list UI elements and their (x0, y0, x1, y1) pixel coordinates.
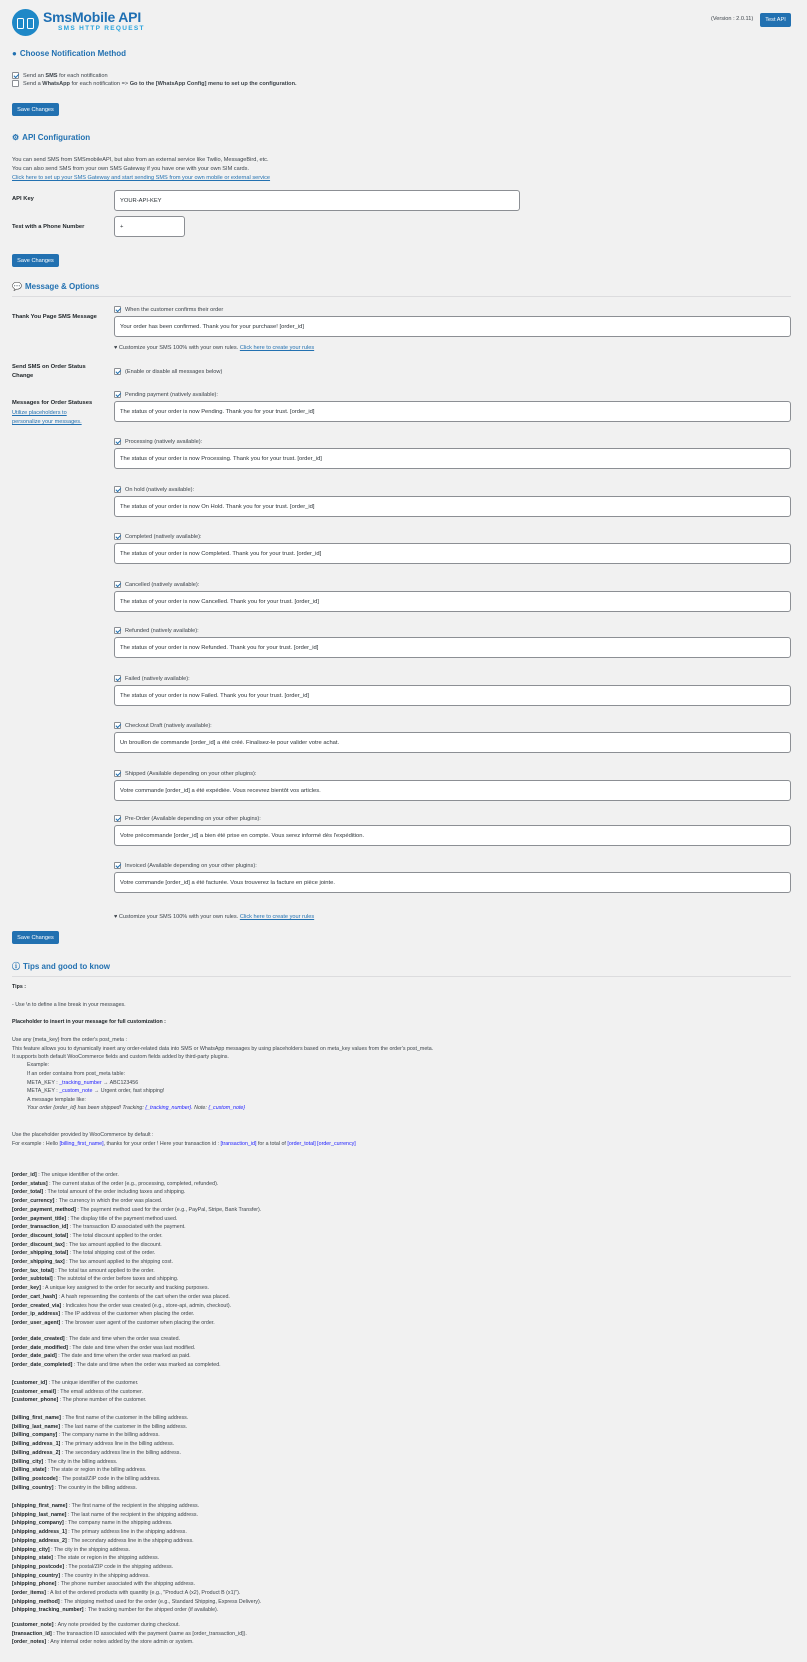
placeholder-row: [shipping_address_1] : The primary address line in the shipping address. (12, 1529, 187, 1536)
status-checkbox[interactable] (114, 722, 121, 729)
placeholder-row: [order_user_agent] : The browser user agent of the customer when placing the order. (12, 1319, 215, 1326)
api-info-line2: You can also send SMS from your own SMS Gateway if you have one with your own SIM cards. (12, 166, 250, 172)
status-checkbox[interactable] (114, 486, 121, 493)
divider (12, 976, 791, 977)
meta-desc-1: This feature allows you to dynamically insert any order-related data into SMS or WhatsApp messages by using placeholders based on meta_key values from the order's post_meta. (12, 1046, 434, 1052)
example-meta-2: META_KEY : _custom_note → Urgent order, fast shipping! (27, 1088, 165, 1094)
whatsapp-checkbox[interactable] (12, 80, 19, 87)
create-rules-link[interactable]: Click here to create your rules (239, 345, 315, 351)
placeholder-row: [order_notes] : Any internal order notes added by the store admin or system. (12, 1639, 194, 1646)
api-key-label: API Key (12, 196, 34, 202)
test-phone-input[interactable]: + (114, 216, 185, 237)
placeholder-row: [customer_note] : Any note provided by the customer during checkout. (12, 1622, 180, 1628)
status-label: Invoiced (Available depending on your other plugins): (125, 863, 257, 869)
status-checkbox[interactable] (114, 627, 121, 634)
customize-note-bottom: ♥ Customize your SMS 100% with your own rules. Click here to create your rules (114, 914, 315, 920)
status-message-input[interactable]: The status of your order is now On Hold. Thank you for your trust. [order_id] (114, 496, 791, 517)
status-message-input[interactable]: The status of your order is now Refunded. Thank you for your trust. [order_id] (114, 637, 791, 658)
enable-all-label: (Enable or disable all messages below) (125, 369, 223, 375)
status-message-input[interactable]: The status of your order is now Cancelled. Thank you for your trust. [order_id] (114, 591, 791, 612)
info-icon: ⓘ (12, 962, 20, 971)
placeholder-row: [order_key] : A unique key assigned to the order for security and tracking purposes. (12, 1285, 209, 1292)
placeholder-row: [billing_postcode] : The postal/ZIP code in the billing address. (12, 1475, 161, 1482)
status-label: Checkout Draft (natively available): (125, 723, 212, 729)
placeholder-row: [order_discount_tax] : The tax amount applied to the discount. (12, 1241, 162, 1248)
divider (12, 296, 791, 297)
placeholder-row: [shipping_postcode] : The postal/ZIP code in the shipping address. (12, 1563, 174, 1570)
status-label: Refunded (natively available): (125, 628, 199, 634)
placeholder-row: [shipping_tracking_number] : The tracking number for the shipped order (if available). (12, 1607, 219, 1614)
placeholder-row: [order_date_created] : The date and time when the order was created. (12, 1336, 181, 1342)
status-checkbox[interactable] (114, 391, 121, 398)
status-message-input[interactable]: Votre commande [order_id] a été facturée. Vous trouverez la facture en pièce jointe. (114, 872, 791, 893)
placeholder-row: [billing_first_name] : The first name of the customer in the billing address. (12, 1415, 189, 1421)
placeholder-row: [shipping_company] : The company name in the shipping address. (12, 1520, 173, 1527)
status-change-label: Send SMS on Order Status Change (12, 364, 86, 379)
placeholder-row: [order_status] : The current status of the order (e.g., processing, completed, refunded). (12, 1180, 219, 1187)
status-label: Processing (natively available): (125, 439, 203, 445)
placeholder-row: [order_cart_hash] : A hash representing the contents of the cart when the order was placed. (12, 1293, 230, 1300)
status-message-input[interactable]: The status of your order is now Pending. Thank you for your trust. [order_id] (114, 401, 791, 422)
gears-icon: ⚙ (12, 133, 20, 142)
api-section-title: ⚙ API Configuration (12, 133, 91, 142)
save-api-button[interactable]: Save Changes (12, 254, 59, 267)
status-checkbox[interactable] (114, 533, 121, 540)
status-message-input[interactable]: The status of your order is now Processing. Thank you for your trust. [order_id] (114, 448, 791, 469)
status-checkbox[interactable] (114, 438, 121, 445)
placeholder-row: [order_discount_total] : The total discount applied to the order. (12, 1232, 163, 1239)
example-line: If an order contains from post_meta table: (27, 1071, 126, 1077)
meta-desc-2: It supports both default WooCommerce fields and custom fields added by third-party plugins. (12, 1054, 229, 1060)
placeholder-row: [order_id] : The unique identifier of the order. (12, 1172, 119, 1178)
placeholder-row: [shipping_first_name] : The first name of the recipient in the shipping address. (12, 1503, 200, 1509)
example-meta-1: META_KEY : _tracking_number → ABC123456 (27, 1080, 139, 1086)
placeholder-row: [shipping_last_name] : The last name of the recipient in the shipping address. (12, 1511, 198, 1518)
example-label: Example: (27, 1062, 50, 1068)
placeholders-link[interactable]: Utilize placeholders to personalize your messages. (12, 410, 82, 425)
status-checkbox[interactable] (114, 815, 121, 822)
api-key-input[interactable]: YOUR-API-KEY (114, 190, 520, 211)
notification-section-title: ● Choose Notification Method (12, 49, 127, 58)
woo-example: For example : Hello [billing_first_name], thanks for your order ! Here your transaction id : [transaction_id] for a total of [order_total] [order_currency] (12, 1141, 356, 1147)
placeholder-row: [customer_id] : The unique identifier of the customer. (12, 1380, 139, 1386)
heart-icon: ♥ (114, 345, 118, 351)
example-template: Your order {order_id} has been shipped! Tracking: {_tracking_number}. Note: {_custom_note} (27, 1105, 246, 1111)
sms-gateway-link[interactable]: Click here to set up your SMS Gateway and start sending SMS from your own mobile or external service (12, 175, 271, 181)
example-template-label: A message template like: (27, 1097, 86, 1103)
placeholder-row: [billing_last_name] : The last name of the customer in the billing address. (12, 1423, 188, 1430)
placeholder-row: [customer_email] : The email address of the customer. (12, 1388, 143, 1395)
placeholder-row: [order_date_completed] : The date and time when the order was marked as completed. (12, 1362, 221, 1369)
status-checkbox[interactable] (114, 770, 121, 777)
placeholder-row: [order_currency] : The currency in which the order was placed. (12, 1198, 163, 1205)
sms-checkbox[interactable] (12, 72, 19, 79)
placeholder-row: [shipping_phone] : The phone number associated with the shipping address. (12, 1581, 196, 1588)
create-rules-link[interactable]: Click here to create your rules (239, 914, 315, 920)
heart-icon: ♥ (114, 914, 118, 920)
woo-title: Use the placeholder provided by WooCommerce by default : (12, 1132, 154, 1138)
placeholder-row: [order_tax_total] : The total tax amount applied to the order. (12, 1267, 155, 1274)
brand-subtitle: SMS HTTP REQUEST (58, 25, 145, 32)
placeholder-row: [shipping_address_2] : The secondary address line in the shipping address. (12, 1537, 194, 1544)
status-label: Completed (natively available): (125, 534, 202, 540)
customize-note-top: ♥ Customize your SMS 100% with your own rules. Click here to create your rules (114, 345, 315, 351)
placeholder-row: [order_subtotal] : The subtotal of the order before taxes and shipping. (12, 1276, 179, 1283)
status-checkbox[interactable] (114, 675, 121, 682)
test-api-button[interactable]: Test API (760, 13, 791, 27)
placeholder-row: [billing_city] : The city in the billing address. (12, 1458, 118, 1465)
status-message-input[interactable]: Votre précommande [order_id] a bien été prise en compte. Vous serez informé dès l'expédition. (114, 825, 791, 846)
order-statuses-label: Messages for Order Statuses (12, 400, 93, 406)
test-phone-label: Test with a Phone Number (12, 224, 85, 230)
placeholder-row: [order_total] : The total amount of the order including taxes and shipping. (12, 1189, 186, 1196)
placeholder-row: [billing_address_2] : The secondary address line in the billing address. (12, 1449, 181, 1456)
placeholder-title: Placeholder to insert in your message for full customization : (12, 1019, 166, 1025)
placeholder-row: [order_payment_title] : The display title of the payment method used. (12, 1215, 178, 1222)
logo-icon (12, 9, 39, 36)
placeholder-row: [shipping_country] : The country in the shipping address. (12, 1572, 150, 1579)
status-message-input[interactable]: The status of your order is now Completed. Thank you for your trust. [order_id] (114, 543, 791, 564)
message-section-title: 💬 Message & Options (12, 282, 100, 291)
status-message-input[interactable]: Un brouillon de commande [order_id] a été créé. Finalisez-le pour valider votre achat. (114, 732, 791, 753)
api-info-line1: You can send SMS from SMSmobileAPI, but also from an external service like Twilio, MessageBird, etc. (12, 157, 269, 163)
status-label: Pre-Order (Available depending on your other plugins): (125, 816, 261, 822)
status-checkbox[interactable] (114, 581, 121, 588)
placeholder-row: [shipping_method] : The shipping method used for the order (e.g., Standard Shipping, Express Delivery). (12, 1598, 262, 1605)
placeholder-row: [billing_state] : The state or region in the billing address. (12, 1467, 147, 1474)
save-messages-button[interactable]: Save Changes (12, 931, 59, 944)
thank-you-label: Thank You Page SMS Message (12, 314, 97, 320)
status-checkbox[interactable] (114, 862, 121, 869)
chat-icon: 💬 (12, 282, 22, 291)
meta-key-title: Use any {meta_key} from the order's post_meta : (12, 1037, 127, 1043)
placeholder-row: [transaction_id] : The transaction ID associated with the payment (same as [order_transaction_id]). (12, 1630, 247, 1637)
placeholder-row: [billing_country] : The country in the billing address. (12, 1484, 138, 1491)
placeholder-row: [order_shipping_tax] : The tax amount applied to the shipping cost. (12, 1259, 173, 1265)
placeholder-row: [order_payment_method] : The payment method used for the order (e.g., PayPal, Stripe, Bank Transfer). (12, 1206, 262, 1213)
placeholder-row: [order_created_via] : Indicates how the order was created (e.g., store-api, admin, checkout). (12, 1302, 232, 1309)
placeholder-row: [shipping_state] : The state or region in the shipping address. (12, 1555, 160, 1562)
placeholder-row: [customer_phone] : The phone number of the customer. (12, 1397, 147, 1404)
version-label: (Version : 2.0.11) (711, 16, 754, 22)
tips-label: Tips : (12, 984, 27, 990)
save-notification-button[interactable]: Save Changes (12, 103, 59, 116)
tips-section-title: ⓘ Tips and good to know (12, 962, 110, 971)
sms-checkbox-label: Send an SMS for each notification (23, 73, 108, 79)
enable-all-checkbox[interactable] (114, 368, 121, 375)
placeholder-row: [billing_address_1] : The primary address line in the billing address. (12, 1441, 175, 1448)
placeholder-row: [order_date_paid] : The date and time when the order was marked as paid. (12, 1353, 191, 1360)
thank-you-checkbox-label: When the customer confirms their order (125, 307, 224, 313)
status-message-input[interactable]: Votre commande [order_id] a été expédiée. Vous recevrez bientôt vos articles. (114, 780, 791, 801)
placeholder-row: [order_transaction_id] : The transaction ID associated with the payment. (12, 1224, 186, 1231)
placeholder-row: [order_ip_address] : The IP address of the customer when placing the order. (12, 1311, 195, 1318)
bell-icon: ● (12, 49, 17, 58)
placeholder-row: [order_shipping_total] : The total shipping cost of the order. (12, 1250, 156, 1257)
status-message-input[interactable]: The status of your order is now Failed. Thank you for your trust. [order_id] (114, 685, 791, 706)
placeholder-row: [order_items] : A list of the ordered products with quantity (e.g., "Product A (x2), Product B (x1)"). (12, 1590, 241, 1596)
thank-you-checkbox[interactable] (114, 306, 121, 313)
placeholder-row: [shipping_city] : The city in the shipping address. (12, 1546, 130, 1553)
status-label: On hold (natively available): (125, 487, 195, 493)
status-label: Failed (natively available): (125, 676, 190, 682)
status-label: Pending payment (natively available): (125, 392, 218, 398)
tip-line-break: - Use \n to define a line break in your messages. (12, 1002, 126, 1008)
thank-you-message-input[interactable]: Your order has been confirmed. Thank you for your purchase! [order_id] (114, 316, 791, 337)
placeholder-row: [billing_company] : The company name in the billing address. (12, 1432, 160, 1439)
whatsapp-checkbox-label: Send a WhatsApp for each notification => Go to the [WhatsApp Config] menu to set up the configuration. (23, 81, 297, 87)
status-label: Cancelled (natively available): (125, 582, 200, 588)
placeholder-row: [order_date_modified] : The date and time when the order was last modified. (12, 1344, 196, 1351)
brand-title: SmsMobile API (43, 9, 142, 25)
status-label: Shipped (Available depending on your other plugins): (125, 771, 257, 777)
